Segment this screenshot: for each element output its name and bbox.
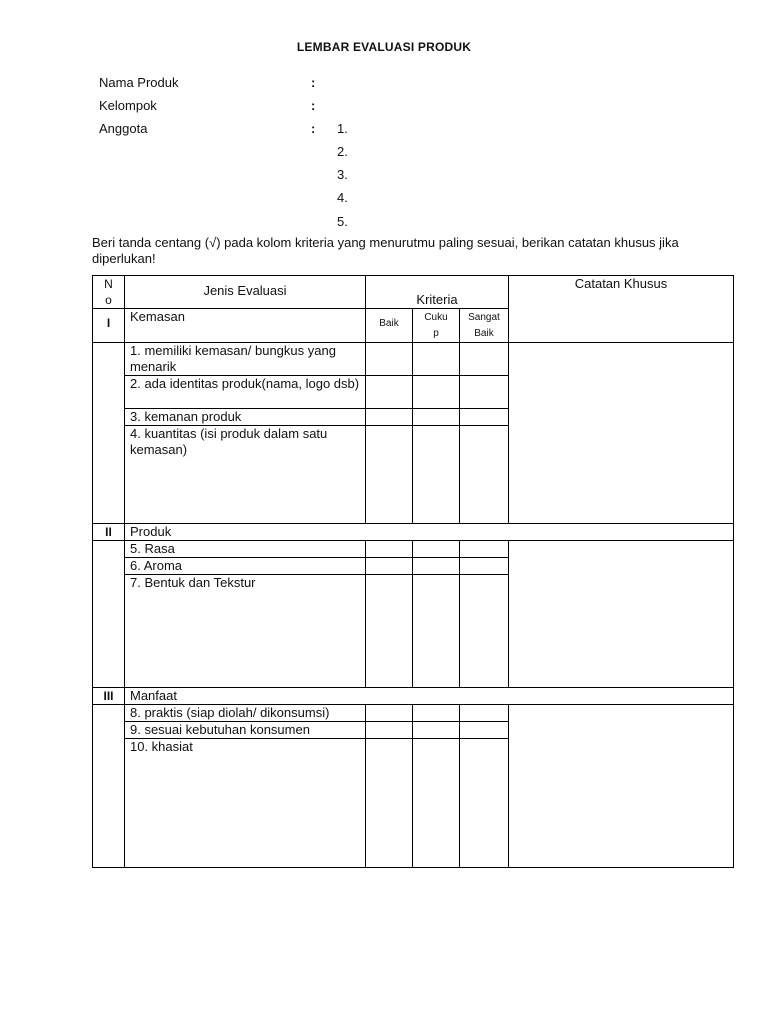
table-row — [93, 705, 734, 722]
section-label: Manfaat — [125, 688, 734, 705]
checkbox-cukup[interactable] — [413, 739, 460, 868]
header-sangat-baik — [460, 309, 509, 343]
header-baik: Baik — [366, 309, 413, 343]
checkbox-baik[interactable] — [366, 722, 413, 739]
member-number: 1. — [337, 121, 348, 136]
header-cukup-bottom: p — [433, 328, 439, 339]
checkbox-cukup[interactable] — [413, 426, 460, 524]
checkbox-cukup[interactable] — [413, 541, 460, 558]
item-label: 5. Rasa — [125, 541, 366, 558]
table-row — [93, 541, 734, 558]
section-row — [93, 688, 734, 705]
member-number: 2. — [337, 144, 348, 159]
checkbox-baik[interactable] — [366, 376, 413, 409]
instruction-text: Beri tanda centang (√) pada kolom kriteria yang menurutmu paling sesuai, berikan catatan khusus jika diperlukan! — [92, 235, 679, 266]
member-number: 5. — [337, 214, 348, 229]
item-label: 8. praktis (siap diolah/ dikonsumsi) — [125, 705, 366, 722]
item-label: 6. Aroma — [125, 558, 366, 575]
checkbox-cukup[interactable] — [413, 409, 460, 426]
item-label: 9. sesuai kebutuhan konsumen — [125, 722, 366, 739]
number-cell — [93, 541, 125, 688]
number-cell — [93, 705, 125, 868]
checkbox-baik[interactable] — [366, 409, 413, 426]
header-jenis-evaluasi: Jenis Evaluasi — [125, 276, 366, 309]
member-number: 4. — [337, 190, 348, 205]
checkbox-sangat-baik[interactable] — [460, 705, 509, 722]
catatan-cell[interactable] — [509, 343, 734, 524]
number-cell — [93, 343, 125, 524]
checkbox-sangat-baik[interactable] — [460, 426, 509, 524]
field-label-anggota: Anggota — [99, 121, 148, 136]
header-sangat-top: Sangat — [468, 312, 500, 323]
checkbox-cukup[interactable] — [413, 575, 460, 688]
item-label: 7. Bentuk dan Tekstur — [125, 575, 366, 688]
header-sangat-bottom: Baik — [474, 328, 494, 339]
header-cukup-top: Cuku — [424, 312, 448, 323]
item-label: 2. ada identitas produk(nama, logo dsb) — [125, 376, 366, 409]
item-label: 1. memiliki kemasan/ bungkus yang menarik — [125, 343, 366, 376]
item-label: 10. khasiat — [125, 739, 366, 868]
checkbox-baik[interactable] — [366, 541, 413, 558]
colon: : — [311, 121, 316, 136]
checkbox-baik[interactable] — [366, 739, 413, 868]
section-label: Produk — [125, 524, 734, 541]
header-cukup — [413, 309, 460, 343]
table-row — [93, 343, 734, 376]
colon: : — [311, 98, 316, 113]
checkbox-baik[interactable] — [366, 558, 413, 575]
colon: : — [311, 75, 316, 90]
checkbox-baik[interactable] — [366, 705, 413, 722]
checkbox-cukup[interactable] — [413, 722, 460, 739]
item-label: 3. kemanan produk — [125, 409, 366, 426]
checkbox-cukup[interactable] — [413, 376, 460, 409]
header-kriteria: Kriteria — [366, 276, 509, 309]
page-title: LEMBAR EVALUASI PRODUK — [296, 40, 472, 54]
table-header-row — [93, 276, 734, 309]
checkbox-cukup[interactable] — [413, 705, 460, 722]
section-number: I — [93, 309, 125, 343]
header-no — [93, 276, 125, 309]
checkbox-baik[interactable] — [366, 426, 413, 524]
evaluation-table — [92, 275, 734, 868]
catatan-cell[interactable] — [509, 705, 734, 868]
checkbox-sangat-baik[interactable] — [460, 409, 509, 426]
section-row — [93, 524, 734, 541]
checkbox-sangat-baik[interactable] — [460, 739, 509, 868]
section-number: III — [93, 688, 125, 705]
checkbox-baik[interactable] — [366, 575, 413, 688]
checkbox-sangat-baik[interactable] — [460, 558, 509, 575]
section-number: II — [93, 524, 125, 541]
header-no-bottom: o — [105, 293, 112, 307]
checkbox-sangat-baik[interactable] — [460, 343, 509, 376]
catatan-cell[interactable] — [509, 541, 734, 688]
header-catatan-khusus: Catatan Khusus — [509, 276, 734, 343]
checkbox-baik[interactable] — [366, 343, 413, 376]
header-no-top: N — [104, 277, 113, 291]
checkbox-cukup[interactable] — [413, 343, 460, 376]
checkbox-sangat-baik[interactable] — [460, 541, 509, 558]
field-label-kelompok: Kelompok — [99, 98, 157, 113]
section-label: Kemasan — [125, 309, 366, 343]
member-number: 3. — [337, 167, 348, 182]
field-label-nama-produk: Nama Produk — [99, 75, 179, 90]
checkbox-sangat-baik[interactable] — [460, 376, 509, 409]
item-label: 4. kuantitas (isi produk dalam satu kemasan) — [125, 426, 366, 524]
checkbox-cukup[interactable] — [413, 558, 460, 575]
checkbox-sangat-baik[interactable] — [460, 722, 509, 739]
checkbox-sangat-baik[interactable] — [460, 575, 509, 688]
